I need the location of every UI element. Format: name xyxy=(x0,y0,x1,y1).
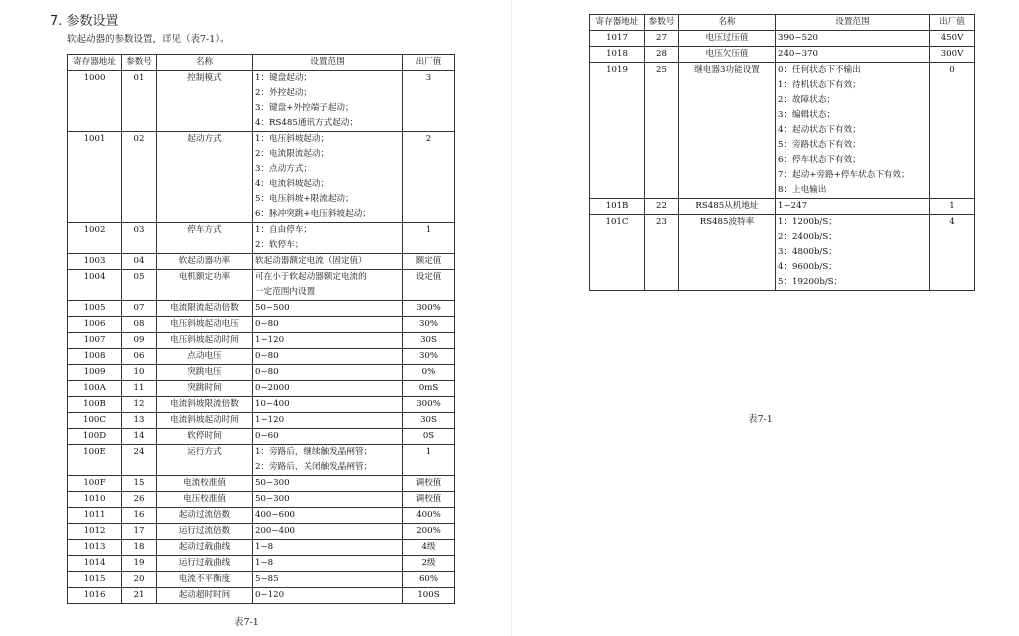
cell-name: 停车方式 xyxy=(157,223,253,254)
range-line: 5：旁路状态下有效； xyxy=(778,140,861,150)
cell-param-number: 17 xyxy=(122,524,157,540)
cell-param-number: 26 xyxy=(122,492,157,508)
cell-name: 起动超时时间 xyxy=(157,588,253,604)
cell-range xyxy=(253,301,403,317)
cell-register-address: 1015 xyxy=(68,572,122,588)
cell-range xyxy=(253,556,403,572)
cell-default: 调校值 xyxy=(403,492,455,508)
table-row xyxy=(68,223,455,254)
table-body-right xyxy=(590,31,975,291)
header-range: 设置范围 xyxy=(253,55,403,71)
cell-range xyxy=(253,381,403,397)
table-header-row xyxy=(68,55,455,71)
parameter-table-right xyxy=(589,14,975,291)
range-line: 0~80 xyxy=(255,367,279,377)
header-register-address: 寄存器地址 xyxy=(68,55,122,71)
cell-param-number: 15 xyxy=(122,476,157,492)
table-row xyxy=(68,508,455,524)
table-row xyxy=(590,215,975,291)
cell-param-number: 09 xyxy=(122,333,157,349)
cell-param-number: 05 xyxy=(122,270,157,301)
cell-name: 软停时间 xyxy=(157,429,253,445)
range-line: 4：RS485通讯方式起动； xyxy=(255,118,358,128)
cell-register-address: 101C xyxy=(590,215,645,291)
cell-param-number: 16 xyxy=(122,508,157,524)
cell-name: 突跳时间 xyxy=(157,381,253,397)
cell-name: RS485波特率 xyxy=(679,215,776,291)
cell-register-address: 1017 xyxy=(590,31,645,47)
cell-name: 继电器3功能设置 xyxy=(679,63,776,199)
range-line: 1~8 xyxy=(255,558,274,568)
cell-param-number: 24 xyxy=(122,445,157,476)
cell-register-address: 1012 xyxy=(68,524,122,540)
cell-default: 30S xyxy=(403,413,455,429)
range-line: 7：起动+旁路+停车状态下有效； xyxy=(778,170,910,180)
cell-range xyxy=(253,317,403,333)
cell-param-number: 18 xyxy=(122,540,157,556)
cell-name: 电流限流起动倍数 xyxy=(157,301,253,317)
cell-default: 400% xyxy=(403,508,455,524)
table-row xyxy=(68,317,455,333)
cell-name: 电压过压值 xyxy=(679,31,776,47)
cell-register-address: 1018 xyxy=(590,47,645,63)
table-caption-right: 表7-1 xyxy=(748,414,773,425)
cell-default: 100S xyxy=(403,588,455,604)
table-row xyxy=(68,445,455,476)
cell-register-address: 100C xyxy=(68,413,122,429)
cell-default: 1 xyxy=(403,445,455,476)
range-line: 200~400 xyxy=(255,526,296,536)
range-line: 0~60 xyxy=(255,431,279,441)
cell-param-number: 04 xyxy=(122,254,157,270)
cell-register-address: 100D xyxy=(68,429,122,445)
cell-range xyxy=(253,254,403,270)
table-row xyxy=(68,524,455,540)
range-line: 1：1200b/S； xyxy=(778,217,837,227)
cell-register-address: 100B xyxy=(68,397,122,413)
range-line: 1：电压斜坡起动； xyxy=(255,134,330,144)
cell-range xyxy=(253,413,403,429)
table-row xyxy=(68,492,455,508)
cell-register-address: 1000 xyxy=(68,71,122,132)
table-row xyxy=(590,199,975,215)
range-line: 6：脉冲突跳+电压斜坡起动； xyxy=(255,209,371,219)
range-line: 6：停车状态下有效； xyxy=(778,155,861,165)
table-header-row xyxy=(590,15,975,31)
cell-range xyxy=(253,223,403,254)
cell-range xyxy=(253,445,403,476)
cell-param-number: 08 xyxy=(122,317,157,333)
cell-register-address: 1009 xyxy=(68,365,122,381)
cell-range xyxy=(776,215,930,291)
cell-register-address: 1002 xyxy=(68,223,122,254)
cell-register-address: 100A xyxy=(68,381,122,397)
cell-default: 0% xyxy=(403,365,455,381)
range-line: 2：旁路后，关闭触发晶闸管； xyxy=(255,462,373,472)
cell-param-number: 06 xyxy=(122,349,157,365)
range-line: 1：键盘起动； xyxy=(255,73,313,83)
cell-range xyxy=(253,270,403,301)
cell-range xyxy=(253,524,403,540)
cell-param-number: 07 xyxy=(122,301,157,317)
cell-param-number: 14 xyxy=(122,429,157,445)
cell-default: 0S xyxy=(403,429,455,445)
cell-default: 0mS xyxy=(403,381,455,397)
range-line: 390~520 xyxy=(778,33,819,43)
cell-name: 软起动器功率 xyxy=(157,254,253,270)
cell-range xyxy=(253,71,403,132)
cell-default: 额定值 xyxy=(403,254,455,270)
cell-name: 控制模式 xyxy=(157,71,253,132)
range-line: 1~120 xyxy=(255,335,285,345)
cell-range xyxy=(776,31,930,47)
table-row xyxy=(590,47,975,63)
cell-param-number: 01 xyxy=(122,71,157,132)
range-line: 2：2400b/S； xyxy=(778,232,837,242)
range-line: 5：19200b/S； xyxy=(778,277,843,287)
cell-register-address: 1001 xyxy=(68,132,122,223)
cell-default: 3 xyxy=(403,71,455,132)
cell-range xyxy=(253,540,403,556)
cell-default: 30% xyxy=(403,317,455,333)
page-divider xyxy=(511,0,512,636)
table-row xyxy=(68,254,455,270)
table-row xyxy=(68,572,455,588)
range-line: 可在小于软起动器额定电流的 xyxy=(255,272,367,282)
cell-name: 运行过流倍数 xyxy=(157,524,253,540)
cell-default: 2级 xyxy=(403,556,455,572)
cell-name: 点动电压 xyxy=(157,349,253,365)
cell-default: 0 xyxy=(930,63,975,199)
cell-range xyxy=(253,132,403,223)
range-line: 8：上电输出 xyxy=(778,185,827,195)
range-line: 400~600 xyxy=(255,510,296,520)
cell-param-number: 23 xyxy=(645,215,679,291)
range-line: 1：自由停车； xyxy=(255,225,313,235)
cell-register-address: 1014 xyxy=(68,556,122,572)
table-row xyxy=(68,397,455,413)
range-line: 0~2000 xyxy=(255,383,290,393)
cell-name: RS485从机地址 xyxy=(679,199,776,215)
cell-register-address: 101B xyxy=(590,199,645,215)
range-line: 50~500 xyxy=(255,303,290,313)
range-line: 2：软停车； xyxy=(255,240,304,250)
cell-default: 450V xyxy=(930,31,975,47)
cell-register-address: 1003 xyxy=(68,254,122,270)
cell-register-address: 1019 xyxy=(590,63,645,199)
table-row xyxy=(590,63,975,199)
header-name: 名称 xyxy=(157,55,253,71)
cell-range xyxy=(253,508,403,524)
cell-register-address: 1011 xyxy=(68,508,122,524)
cell-name: 电压校准值 xyxy=(157,492,253,508)
cell-range xyxy=(776,63,930,199)
table-row xyxy=(68,540,455,556)
range-line: 0~80 xyxy=(255,351,279,361)
cell-param-number: 03 xyxy=(122,223,157,254)
cell-name: 电压欠压值 xyxy=(679,47,776,63)
table-row xyxy=(68,381,455,397)
range-line: 240~370 xyxy=(778,49,819,59)
cell-name: 电机额定功率 xyxy=(157,270,253,301)
cell-default: 60% xyxy=(403,572,455,588)
cell-name: 电流校准值 xyxy=(157,476,253,492)
cell-register-address: 1016 xyxy=(68,588,122,604)
header-default: 出厂值 xyxy=(930,15,975,31)
table-row xyxy=(68,71,455,132)
intro-text: 软起动器的参数设置，详见（表7-1）。 xyxy=(67,34,230,45)
table-row xyxy=(68,413,455,429)
cell-param-number: 20 xyxy=(122,572,157,588)
range-line: 10~400 xyxy=(255,399,290,409)
cell-default: 4 xyxy=(930,215,975,291)
range-line: 50~300 xyxy=(255,494,290,504)
cell-default: 200% xyxy=(403,524,455,540)
cell-default: 300% xyxy=(403,397,455,413)
cell-param-number: 27 xyxy=(645,31,679,47)
range-line: 0：任何状态下不输出 xyxy=(778,65,861,75)
cell-default: 调校值 xyxy=(403,476,455,492)
table-row xyxy=(68,429,455,445)
cell-name: 起动过流倍数 xyxy=(157,508,253,524)
cell-name: 电流斜坡起动时间 xyxy=(157,413,253,429)
cell-register-address: 1005 xyxy=(68,301,122,317)
cell-name: 电流不平衡度 xyxy=(157,572,253,588)
range-line: 0~120 xyxy=(255,590,285,600)
range-line: 1~247 xyxy=(778,201,808,211)
range-line: 1：旁路后，继续触发晶闸管； xyxy=(255,447,373,457)
cell-name: 运行过载曲线 xyxy=(157,556,253,572)
range-line: 4：电流斜坡起动； xyxy=(255,179,330,189)
range-line: 50~300 xyxy=(255,478,290,488)
cell-name: 起动过载曲线 xyxy=(157,540,253,556)
header-name: 名称 xyxy=(679,15,776,31)
cell-name: 电流斜坡限流倍数 xyxy=(157,397,253,413)
header-range: 设置范围 xyxy=(776,15,930,31)
cell-register-address: 1007 xyxy=(68,333,122,349)
cell-param-number: 10 xyxy=(122,365,157,381)
cell-range xyxy=(253,492,403,508)
cell-param-number: 12 xyxy=(122,397,157,413)
cell-default: 2 xyxy=(403,132,455,223)
cell-register-address: 1004 xyxy=(68,270,122,301)
table-row xyxy=(68,349,455,365)
cell-default: 1 xyxy=(403,223,455,254)
range-line: 1~120 xyxy=(255,415,285,425)
cell-param-number: 21 xyxy=(122,588,157,604)
cell-range xyxy=(253,397,403,413)
cell-default: 30S xyxy=(403,333,455,349)
cell-register-address: 100F xyxy=(68,476,122,492)
cell-default: 300% xyxy=(403,301,455,317)
table-row xyxy=(590,31,975,47)
header-param-number: 参数号 xyxy=(122,55,157,71)
table-row xyxy=(68,588,455,604)
cell-range xyxy=(253,429,403,445)
range-line: 3：4800b/S； xyxy=(778,247,837,257)
cell-param-number: 28 xyxy=(645,47,679,63)
table-row xyxy=(68,270,455,301)
cell-register-address: 1008 xyxy=(68,349,122,365)
cell-register-address: 1006 xyxy=(68,317,122,333)
table-row xyxy=(68,556,455,572)
header-register-address: 寄存器地址 xyxy=(590,15,645,31)
cell-default: 4级 xyxy=(403,540,455,556)
range-line: 3：键盘+外控端子起动； xyxy=(255,103,354,113)
range-line: 2：故障状态； xyxy=(778,95,836,105)
range-line: 1：待机状态下有效； xyxy=(778,80,861,90)
range-line: 3：点动方式； xyxy=(255,164,313,174)
cell-name: 电压斜坡起动电压 xyxy=(157,317,253,333)
cell-param-number: 19 xyxy=(122,556,157,572)
table-body-left xyxy=(68,71,455,604)
table-row xyxy=(68,132,455,223)
cell-param-number: 11 xyxy=(122,381,157,397)
cell-range xyxy=(253,572,403,588)
parameter-table-left xyxy=(67,54,455,604)
cell-register-address: 1013 xyxy=(68,540,122,556)
cell-name: 突跳电压 xyxy=(157,365,253,381)
range-line: 2：电流限流起动； xyxy=(255,149,330,159)
range-line: 4：起动状态下有效； xyxy=(778,125,861,135)
cell-range xyxy=(253,333,403,349)
cell-register-address: 1010 xyxy=(68,492,122,508)
cell-register-address: 100E xyxy=(68,445,122,476)
table-row xyxy=(68,333,455,349)
table-row xyxy=(68,476,455,492)
cell-name: 电压斜坡起动时间 xyxy=(157,333,253,349)
range-line: 2：外控起动； xyxy=(255,88,313,98)
cell-range xyxy=(776,199,930,215)
cell-default: 30% xyxy=(403,349,455,365)
table-row xyxy=(68,301,455,317)
section-heading: 7. 参数设置 xyxy=(50,14,119,29)
range-line: 3：编辑状态； xyxy=(778,110,836,120)
header-param-number: 参数号 xyxy=(645,15,679,31)
range-line: 0~80 xyxy=(255,319,279,329)
range-line: 软起动器额定电流（固定值） xyxy=(255,256,367,266)
cell-param-number: 02 xyxy=(122,132,157,223)
range-line: 5~85 xyxy=(255,574,279,584)
range-line: 一定范围内设置 xyxy=(255,287,316,297)
cell-default: 设定值 xyxy=(403,270,455,301)
cell-name: 起动方式 xyxy=(157,132,253,223)
cell-param-number: 25 xyxy=(645,63,679,199)
cell-name: 运行方式 xyxy=(157,445,253,476)
cell-range xyxy=(253,476,403,492)
cell-default: 300V xyxy=(930,47,975,63)
cell-param-number: 22 xyxy=(645,199,679,215)
cell-default: 1 xyxy=(930,199,975,215)
range-line: 4：9600b/S； xyxy=(778,262,837,272)
cell-range xyxy=(253,349,403,365)
range-line: 1~8 xyxy=(255,542,274,552)
range-line: 5：电压斜坡+限流起动； xyxy=(255,194,354,204)
table-caption-left: 表7-1 xyxy=(234,617,259,628)
cell-range xyxy=(776,47,930,63)
cell-param-number: 13 xyxy=(122,413,157,429)
table-row xyxy=(68,365,455,381)
cell-range xyxy=(253,588,403,604)
header-default: 出厂值 xyxy=(403,55,455,71)
cell-range xyxy=(253,365,403,381)
